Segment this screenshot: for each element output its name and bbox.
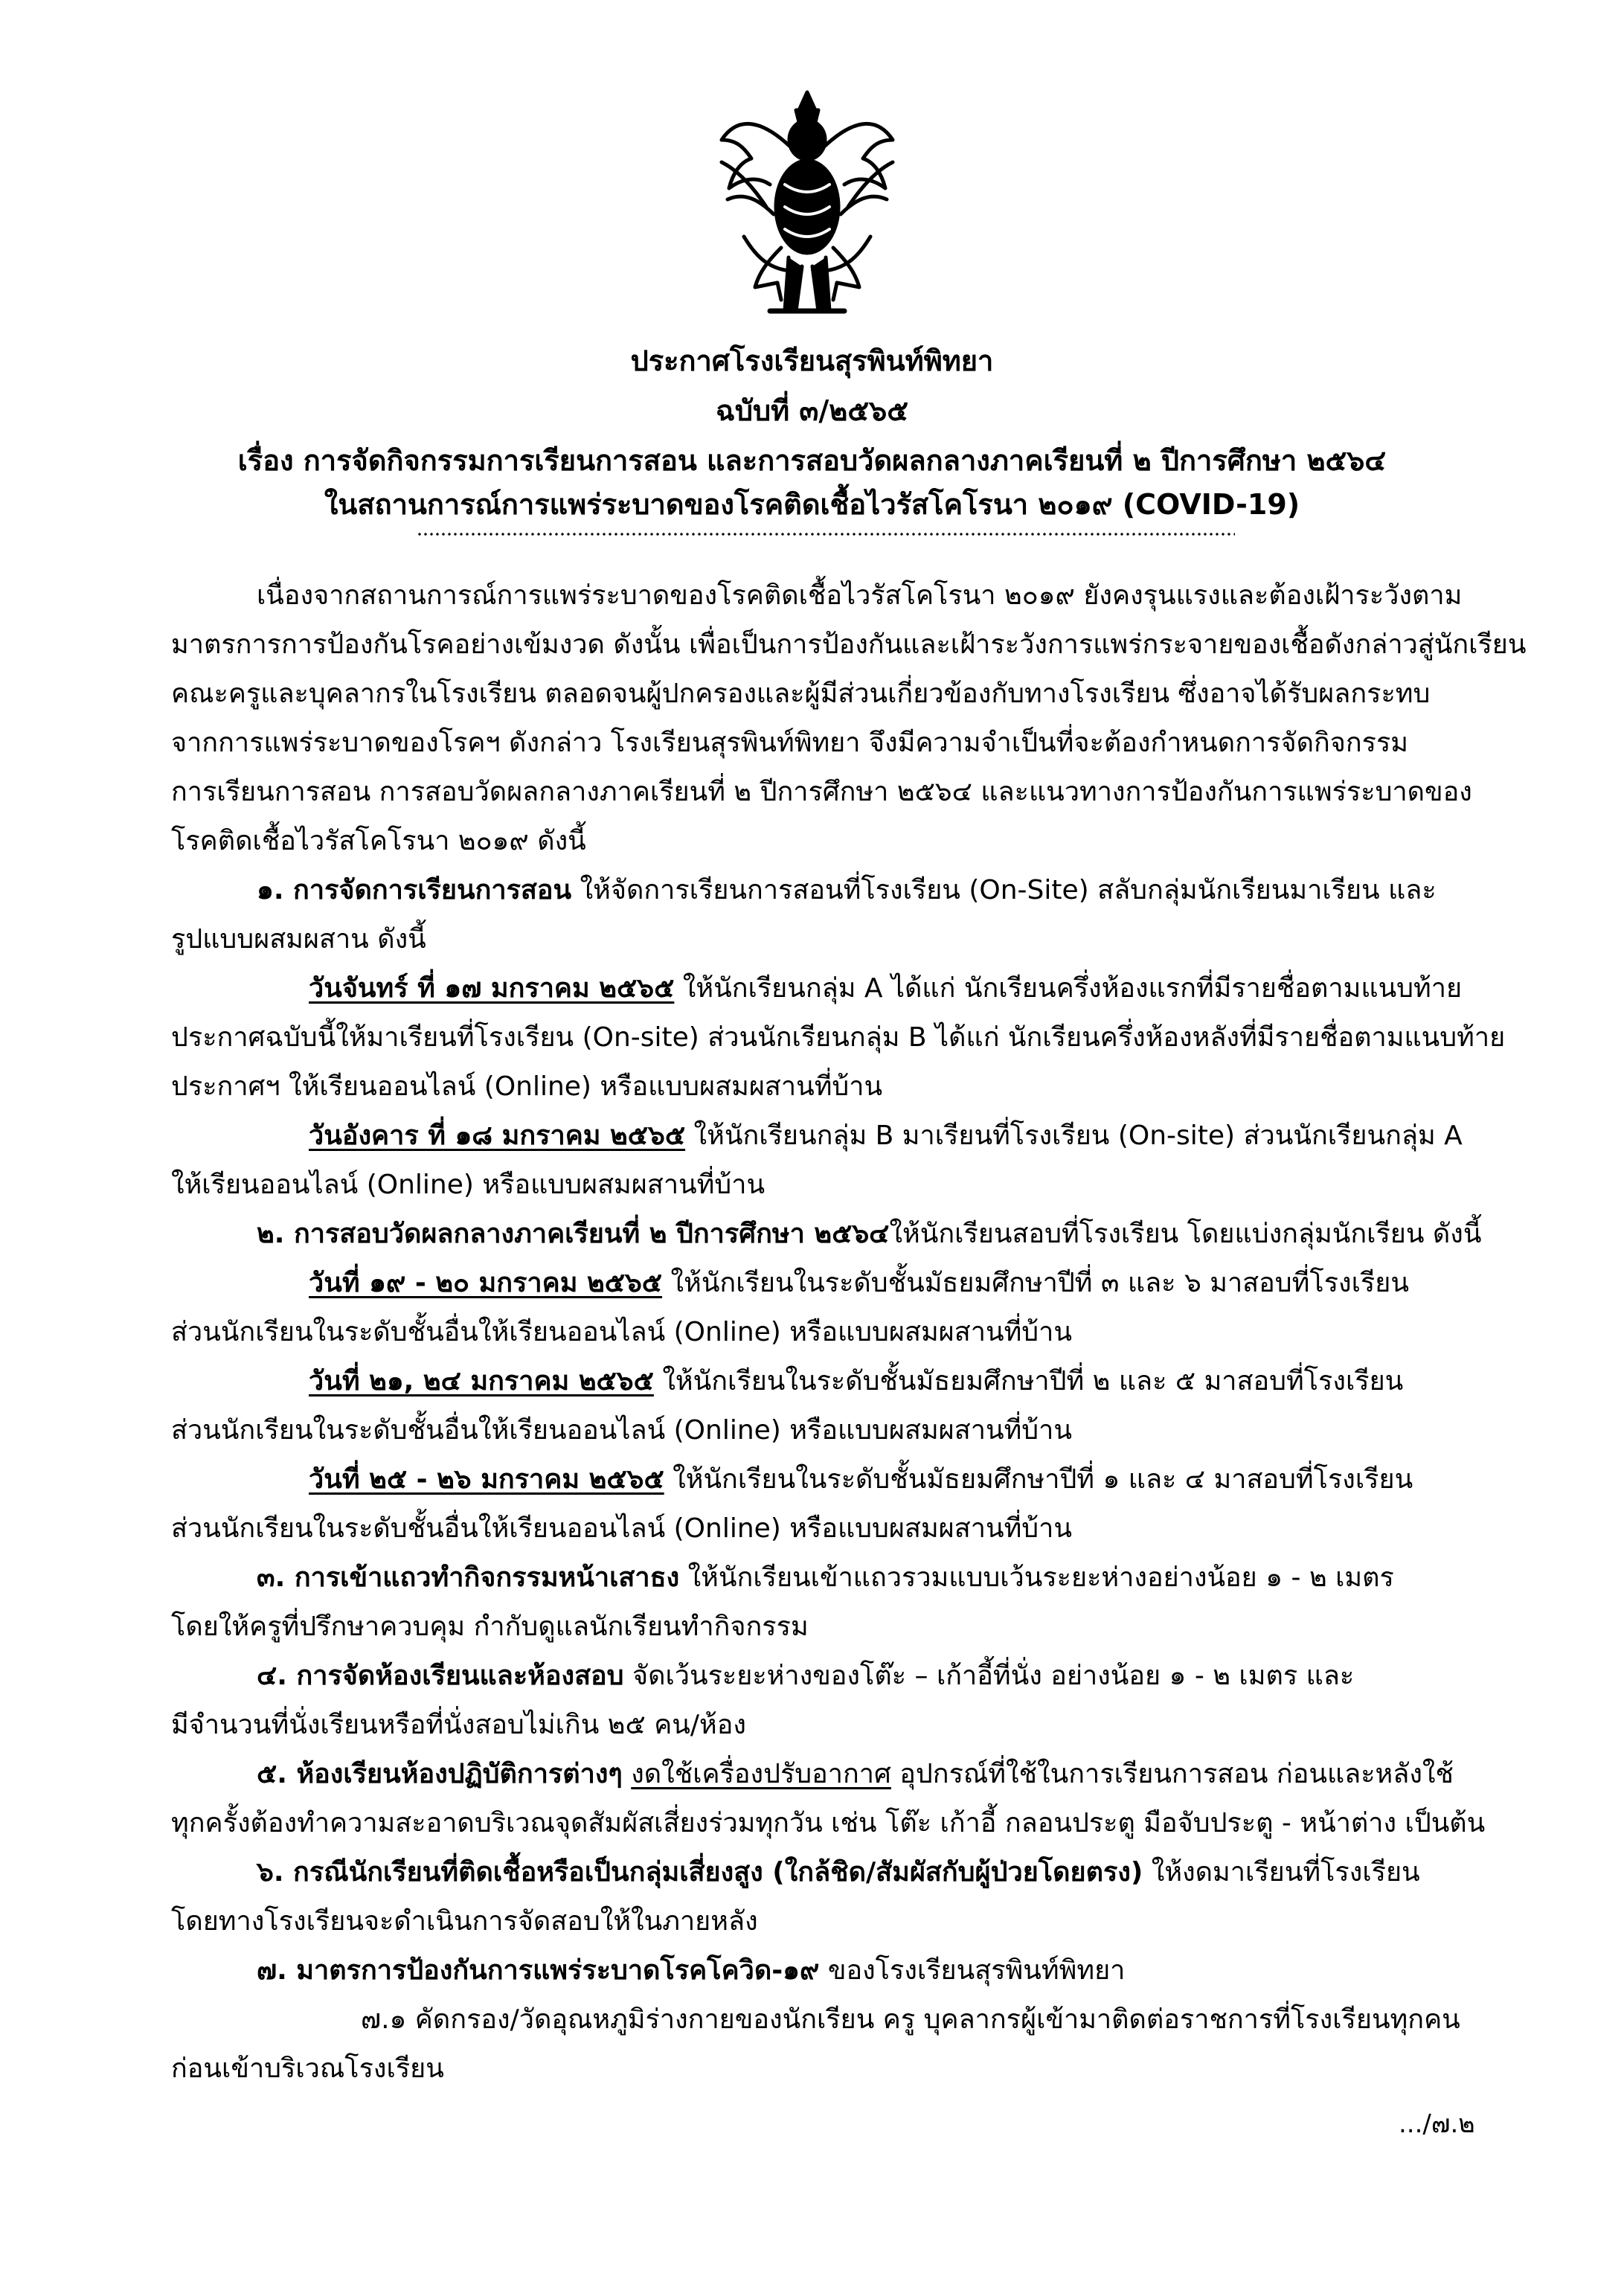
- section-6-line2: โดยทางโรงเรียนจะดำเนินการจัดสอบให้ในภายหลัง: [171, 1906, 758, 1937]
- section-7-1: ๗.๑ คัดกรอง/วัดอุณหภูมิร่างกายของนักเรียน ครู บุคลากรผู้เข้ามาติดต่อราชการที่โรงเรียนทุกคน: [361, 2004, 1460, 2035]
- section-1-text: ให้จัดการเรียนการสอนที่โรงเรียน (On-Site) สลับกลุ่มนักเรียนมาเรียน และ: [571, 875, 1437, 905]
- intro-line: เนื่องจากสถานการณ์การแพร่ระบาดของโรคติดเชื้อไวรัสโคโรนา ๒๐๑๙ ยังคงรุนแรงและต้องเฝ้าระวังตาม: [257, 580, 1463, 611]
- section-2: [257, 1213, 1482, 1255]
- announcement-title: ประกาศโรงเรียนสุรพินท์พิทยา: [630, 344, 994, 377]
- section-2c-line2: ส่วนนักเรียนในระดับชั้นอื่นให้เรียนออนไลน์ (Online) หรือแบบผสมผสานที่บ้าน: [171, 1513, 1072, 1544]
- section-1b-line2: ให้เรียนออนไลน์ (Online) หรือแบบผสมผสานที่บ้าน: [171, 1170, 766, 1200]
- section-7-1-line2: ก่อนเข้าบริเวณโรงเรียน: [171, 2053, 444, 2084]
- section-6-heading: ๖. กรณีนักเรียนที่ติดเชื้อหรือเป็นกลุ่มเสี่ยงสูง (ใกล้ชิด/สัมผัสกับผู้ป่วยโดยตรง): [257, 1857, 1143, 1888]
- section-5-text: อุปกรณ์ที่ใช้ในการเรียนการสอน ก่อนและหลังใช้: [890, 1759, 1454, 1789]
- section-1b-date: วันอังคาร ที่ ๑๘ มกราคม ๒๕๖๕: [309, 1120, 686, 1151]
- section-3-text: ให้นักเรียนเข้าแถวรวมแบบเว้นระยะห่างอย่างน้อย ๑ - ๒ เมตร: [679, 1562, 1394, 1593]
- section-2b-line2: ส่วนนักเรียนในระดับชั้นอื่นให้เรียนออนไลน์ (Online) หรือแบบผสมผสานที่บ้าน: [171, 1415, 1072, 1446]
- announcement-subject-line2: ในสถานการณ์การแพร่ระบาดของโรคติดเชื้อไวรัสโคโรนา ๒๐๑๙ (COVID-19): [324, 488, 1300, 521]
- section-2c: [309, 1459, 1413, 1501]
- section-1b-text: ให้นักเรียนกลุ่ม B มาเรียนที่โรงเรียน (On-site) ส่วนนักเรียนกลุ่ม A: [685, 1120, 1463, 1151]
- section-2a-line2: ส่วนนักเรียนในระดับชั้นอื่นให้เรียนออนไลน์ (Online) หรือแบบผสมผสานที่บ้าน: [171, 1317, 1072, 1347]
- section-1a-line3: ประกาศฯ ให้เรียนออนไลน์ (Online) หรือแบบผสมผสานที่บ้าน: [171, 1071, 883, 1102]
- section-1a-line2: ประกาศฉบับนี้ให้มาเรียนที่โรงเรียน (On-site) ส่วนนักเรียนกลุ่ม B ได้แก่ นักเรียนครึ่งห้องหลังที่มีรายชื่อตามแนบท้าย: [171, 1022, 1506, 1053]
- section-2-heading: ๒. การสอบวัดผลกลางภาคเรียนที่ ๒ ปีการศึกษา ๒๕๖๔: [257, 1219, 890, 1249]
- section-1-heading: ๑. การจัดการเรียนการสอน: [257, 875, 572, 905]
- section-1a-date: วันจันทร์ ที่ ๑๗ มกราคม ๒๕๖๕: [309, 973, 675, 1004]
- section-4: [257, 1655, 1354, 1697]
- intro-line: คณะครูและบุคลากรในโรงเรียน ตลอดจนผู้ปกครองและผู้มีส่วนเกี่ยวข้องกับทางโรงเรียน ซึ่งอาจได้รับผลกระทบ: [171, 679, 1431, 709]
- section-2a: [309, 1263, 1409, 1304]
- section-4-line2: มีจำนวนที่นั่งเรียนหรือที่นั่งสอบไม่เกิน ๒๕ คน/ห้อง: [171, 1710, 746, 1740]
- section-1: [257, 870, 1437, 911]
- section-5-underlined: งดใช้เครื่องปรับอากาศ: [631, 1759, 891, 1789]
- intro-line: จากการแพร่ระบาดของโรคฯ ดังกล่าว โรงเรียนสุรพินท์พิทยา จึงมีความจำเป็นที่จะต้องกำหนดการจัดกิจกรรม: [171, 728, 1409, 758]
- section-4-text: จัดเว้นระยะห่างของโต๊ะ – เก้าอี้ที่นั่ง อย่างน้อย ๑ - ๒ เมตร และ: [623, 1661, 1355, 1691]
- announcement-number: ฉบับที่ ๓/๒๕๖๕: [716, 394, 908, 427]
- section-7: [257, 1950, 1125, 1992]
- section-1b: [309, 1115, 1463, 1157]
- intro-line: มาตรการการป้องกันโรคอย่างเข้มงวด ดังนั้น เพื่อเป็นการป้องกันและเฝ้าระวังการแพร่กระจายของเชื้อดังกล่าวสู่นักเรียน: [171, 629, 1527, 660]
- announcement-subject: เรื่อง การจัดกิจกรรมการเรียนการสอน และการสอบวัดผลกลางภาคเรียนที่ ๒ ปีการศึกษา ๒๕๖๔: [237, 444, 1387, 477]
- intro-line: การเรียนการสอน การสอบวัดผลกลางภาคเรียนที่ ๒ ปีการศึกษา ๒๕๖๔ และแนวทางการป้องกันการแพร่ระบาดของ: [171, 777, 1472, 807]
- section-5: [257, 1754, 1454, 1795]
- section-2b-date: วันที่ ๒๑, ๒๔ มกราคม ๒๕๖๕: [309, 1366, 654, 1396]
- garuda-emblem-icon: [714, 88, 900, 318]
- section-6: [257, 1852, 1420, 1893]
- section-5-line2: ทุกครั้งต้องทำความสะอาดบริเวณจุดสัมผัสเสี่ยงร่วมทุกวัน เช่น โต๊ะ เก้าอี้ กลอนประตู มือจับประตู - หน้าต่าง เป็นต้น: [171, 1808, 1486, 1838]
- next-page-reference: .../๗.๒: [1399, 2109, 1475, 2139]
- section-1a: [309, 968, 1462, 1010]
- dotted-divider: [417, 532, 1235, 536]
- section-5-heading: ๕. ห้องเรียนห้องปฏิบัติการต่างๆ: [257, 1759, 623, 1789]
- section-2a-date: วันที่ ๑๙ - ๒๐ มกราคม ๒๕๖๕: [309, 1268, 663, 1298]
- section-2b-text: ให้นักเรียนในระดับชั้นมัธยมศึกษาปีที่ ๒ และ ๕ มาสอบที่โรงเรียน: [653, 1366, 1404, 1396]
- section-3: [257, 1557, 1394, 1599]
- section-3-line2: โดยให้ครูที่ปรึกษาควบคุม กำกับดูแลนักเรียนทำกิจกรรม: [171, 1612, 809, 1642]
- section-2c-text: ให้นักเรียนในระดับชั้นมัธยมศึกษาปีที่ ๑ และ ๔ มาสอบที่โรงเรียน: [664, 1464, 1413, 1495]
- section-7-text: ของโรงเรียนสุรพินท์พิทยา: [819, 1955, 1126, 1986]
- section-3-heading: ๓. การเข้าแถวทำกิจกรรมหน้าเสาธง: [257, 1562, 680, 1593]
- section-4-heading: ๔. การจัดห้องเรียนและห้องสอบ: [257, 1661, 624, 1691]
- section-1-line2: รูปแบบผสมผสาน ดังนี้: [171, 924, 426, 955]
- section-2a-text: ให้นักเรียนในระดับชั้นมัธยมศึกษาปีที่ ๓ และ ๖ มาสอบที่โรงเรียน: [662, 1268, 1409, 1298]
- section-6-text: ให้งดมาเรียนที่โรงเรียน: [1143, 1857, 1420, 1888]
- section-1a-text: ให้นักเรียนกลุ่ม A ได้แก่ นักเรียนครึ่งห้องแรกที่มีรายชื่อตามแนบท้าย: [674, 973, 1463, 1004]
- section-2-text: ให้นักเรียนสอบที่โรงเรียน โดยแบ่งกลุ่มนักเรียน ดังนี้: [889, 1219, 1482, 1249]
- section-2c-date: วันที่ ๒๕ - ๒๖ มกราคม ๒๕๖๕: [309, 1464, 664, 1495]
- intro-line: โรคติดเชื้อไวรัสโคโรนา ๒๐๑๙ ดังนี้: [171, 826, 586, 856]
- section-2b: [309, 1361, 1403, 1402]
- section-7-heading: ๗. มาตรการป้องกันการแพร่ระบาดโรคโควิด-๑๙: [257, 1955, 820, 1986]
